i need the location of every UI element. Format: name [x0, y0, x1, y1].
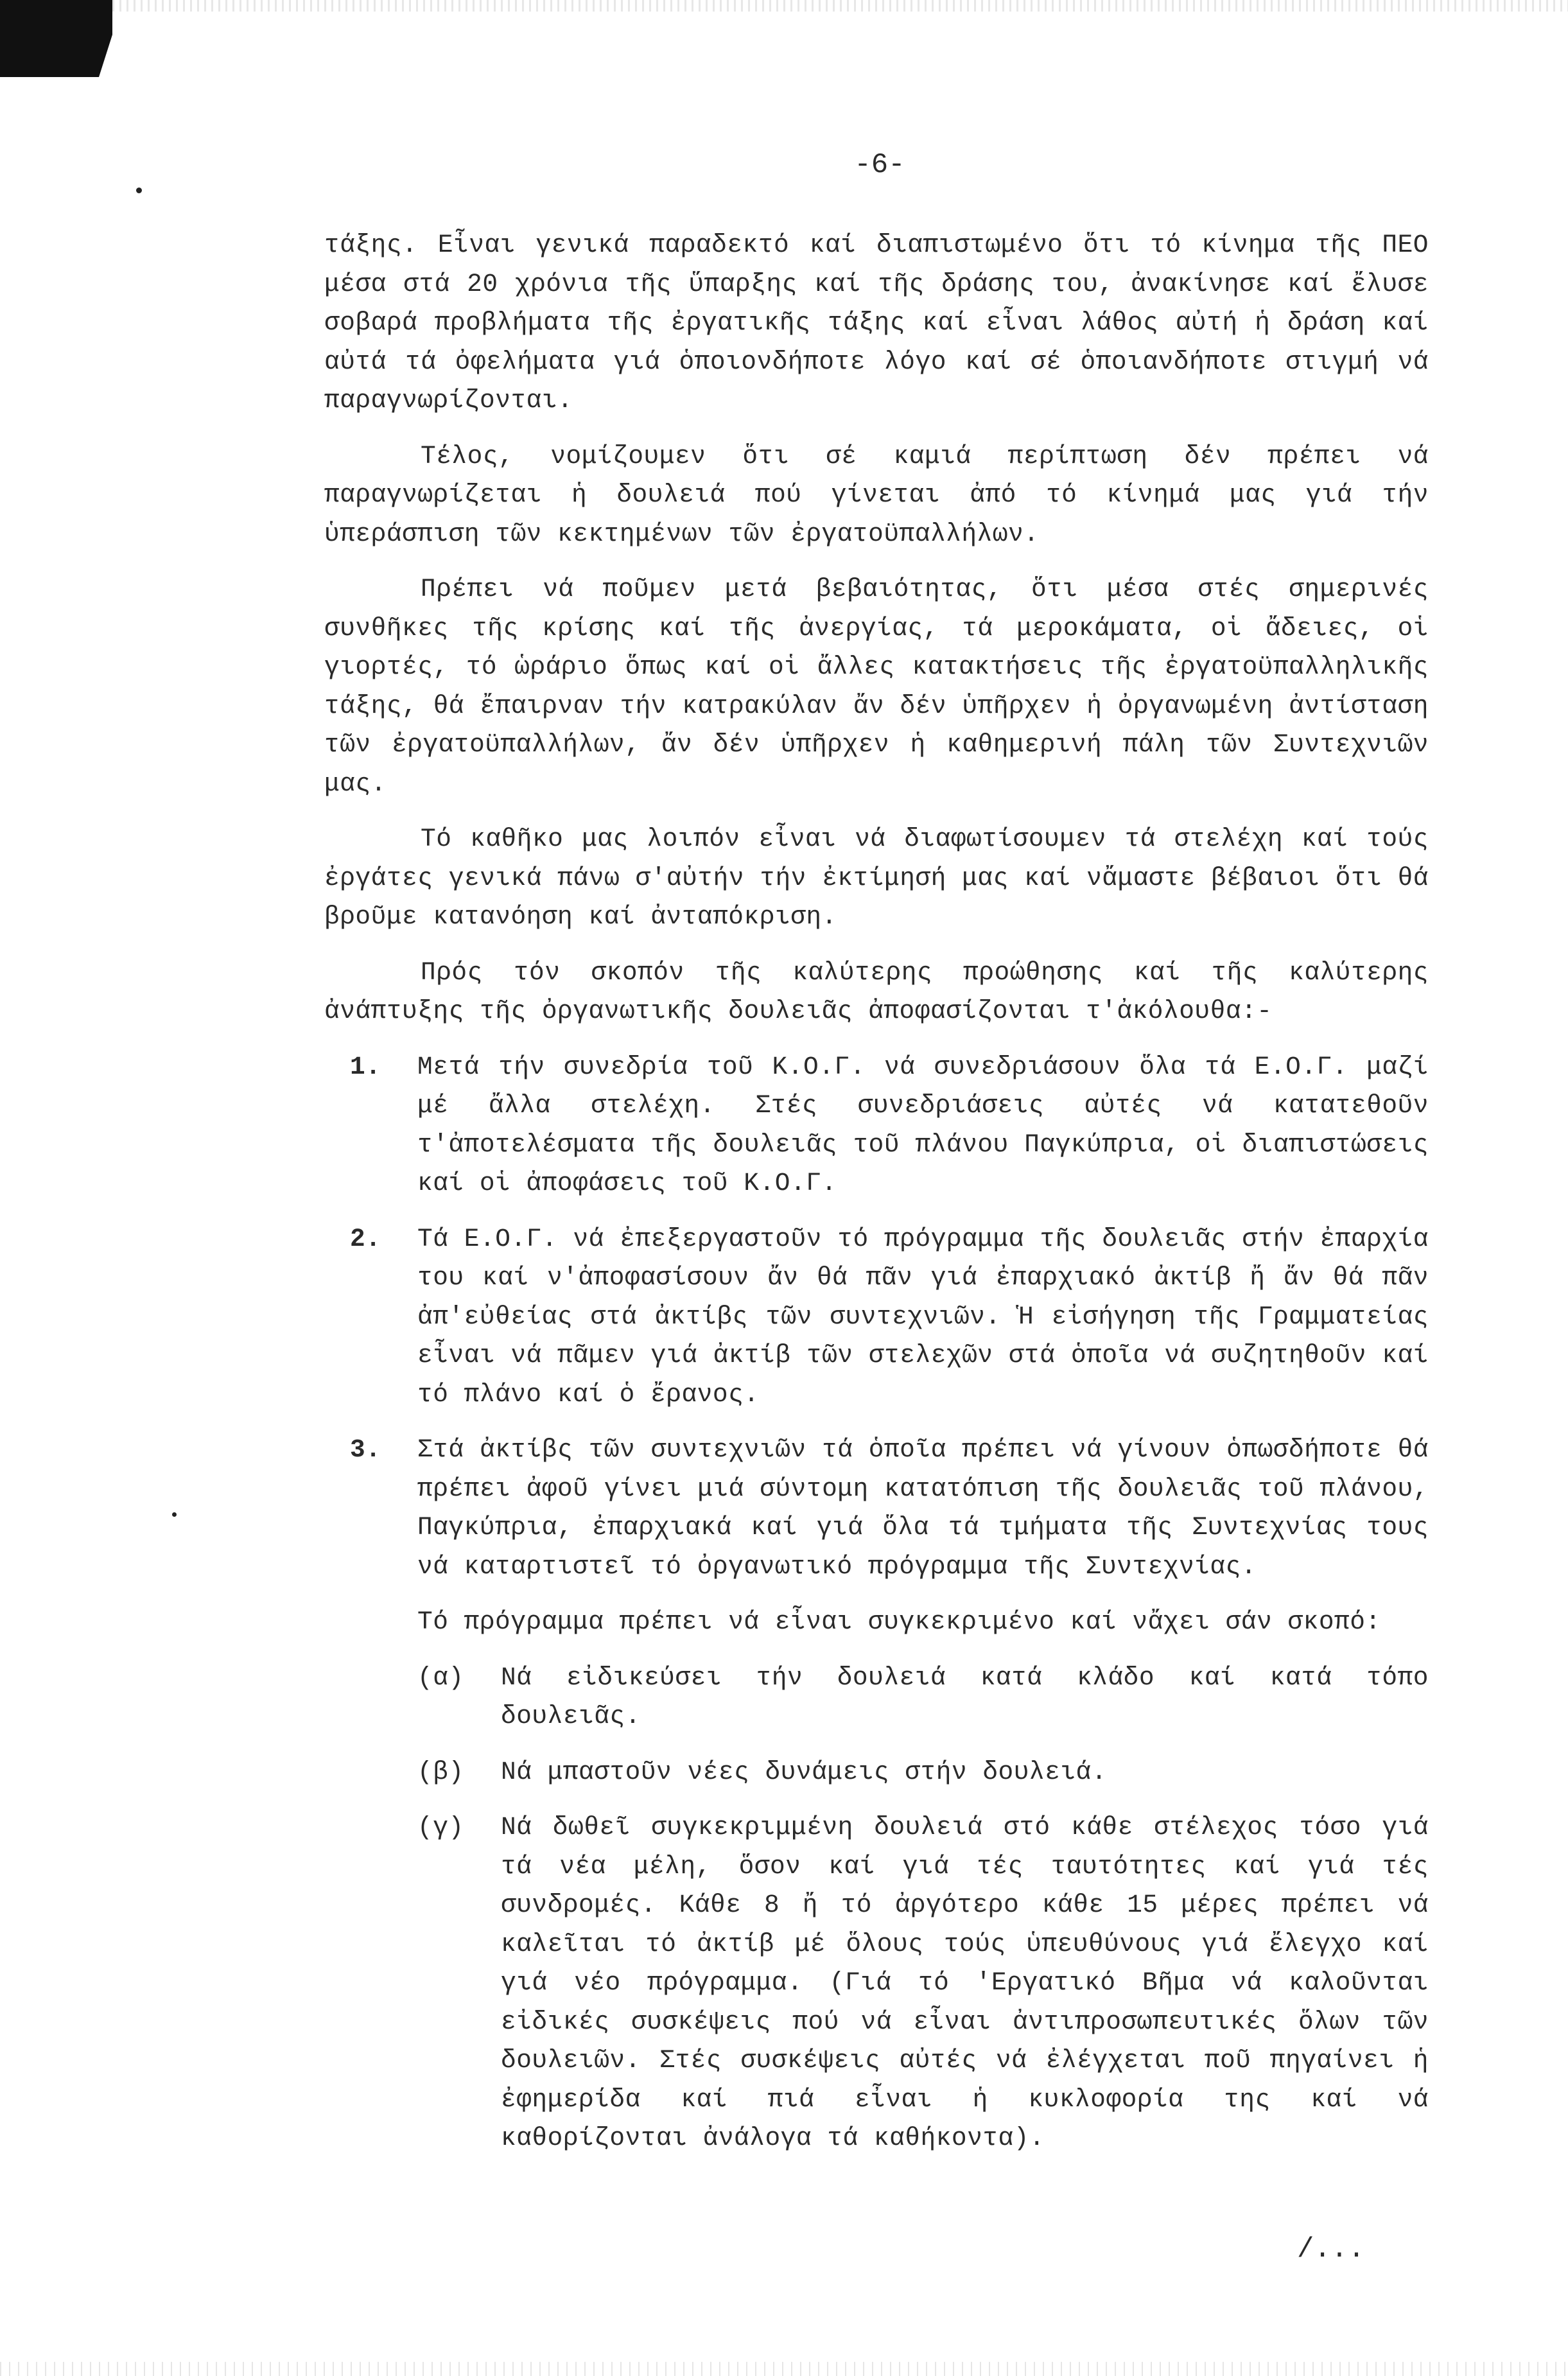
sub-item-text: Νά εἰδικεύσει τήν δουλειά κατά κλάδο καί κατά τόπο δουλειᾶς. [501, 1663, 1429, 1731]
sub-item-label: (β) [417, 1757, 464, 1786]
continuation-mark: /... [1297, 2233, 1365, 2266]
paragraph: τάξης. Εἶναι γενικά παραδεκτό καί διαπιστωμένο ὅτι τό κίνημα τῆς ΠΕΟ μέσα στά 20 χρόνια τῆς ὕπαρξης καί τῆς δράσης του, ἀνακίνησε καί ἔλυσε σοβαρά προβλήματα τῆς ἐργατικῆς τάξης καί εἶναι λάθος αὐτή ἡ δράση καί αὐτά τά ὀφελήματα γιά ὁποιονδήποτε λόγο καί σέ ὁποιανδήποτε στιγμή νά παραγνωρίζονται. [324, 231, 1429, 415]
item-text: Τά Ε.Ο.Γ. νά ἐπεξεργαστοῦν τό πρόγραμμα τῆς δουλειᾶς στήν ἐπαρχία του καί ν'ἀποφασίσουν ἄν θά πᾶν γιά ἐπαρχιακό ἀκτίβ ἤ ἄν θά πᾶν ἀπ'εὐθείας στά ἀκτίβς τῶν συντεχνιῶν. Ἡ εἰσήγηση τῆς Γραμματείας εἶναι νά πᾶμεν γιά ἀκτίβ τῶν στελεχῶν στά ὁποῖα νά συζητηθοῦν καί τό πλάνο καί ὁ ἔρανος. [417, 1224, 1429, 1409]
document-body [324, 226, 1429, 2175]
item-text: Μετά τήν συνεδρία τοῦ Κ.Ο.Γ. νά συνεδριάσουν ὅλα τά Ε.Ο.Γ. μαζί μέ ἄλλα στελέχη. Στές συνεδριάσεις αὐτές νά κατατεθοῦν τ'ἀποτελέσματα τῆς δουλειᾶς τοῦ πλάνου Παγκύπρια, οἱ διαπιστώσεις καί οἱ ἀποφάσεις τοῦ Κ.Ο.Γ. [417, 1052, 1429, 1198]
sub-item-label: (γ) [417, 1813, 464, 1842]
item-number: 1. [350, 1052, 381, 1081]
item-number: 3. [350, 1435, 381, 1464]
paragraph: Τό καθῆκο μας λοιπόν εἶναι νά διαφωτίσουμεν τά στελέχη καί τούς ἐργάτες γενικά πάνω σ'αὐτήν τήν ἐκτίμησή μας καί νἄμαστε βέβαιοι ὅτι θά βροῦμε κατανόηση καί ἀνταπόκριση. [324, 825, 1429, 931]
sub-item-text: Νά δωθεῖ συγκεκριμμένη δουλειά στό κάθε στέλεχος τόσο γιά τά νέα μέλη, ὅσον καί γιά τές ταυτότητες καί γιά τές συνδρομές. Κάθε 8 ἤ τό ἀργότερο κάθε 15 μέρες πρέπει νά καλεῖται τό ἀκτίβ μέ ὅλους τούς ὑπευθύνους γιά ἔλεγχο καί γιά νέο πρόγραμμα. (Γιά τό 'Εργατικό Βῆμα νά καλοῦνται εἰδικές συσκέψεις πού νά εἶναι ἀντιπροσωπευτικές ὅλων τῶν δουλειῶν. Στές συσκέψεις αὐτές νά ἐλέγχεται ποῦ πηγαίνει ἡ ἐφημερίδα καί πιά εἶναι ἡ κυκλοφορία της καί νά καθορίζονται ἀνάλογα τά καθήκοντα). [501, 1813, 1429, 2153]
numbered-item [324, 1431, 1429, 1586]
sub-item [417, 1659, 1429, 1736]
item-number: 2. [350, 1224, 381, 1254]
numbered-item [324, 1048, 1429, 1203]
page-number: -6- [854, 149, 905, 181]
sub-item-text: Νά μπαστοῦν νέες δυνάμεις στήν δουλειά. [501, 1757, 1107, 1786]
sub-item [417, 1808, 1429, 2158]
paragraph: Πρός τόν σκοπόν τῆς καλύτερης προώθησης καί τῆς καλύτερης ἀνάπτυξης τῆς ὀργανωτικῆς δουλειᾶς ἀποφασίζονται τ'ἀκόλουθα:- [324, 957, 1429, 1026]
paragraph: Τέλος, νομίζουμεν ὅτι σέ καμιά περίπτωση δέν πρέπει νά παραγνωρίζεται ἡ δουλειά πού γίνεται ἀπό τό κίνημά μας γιά τήν ὑπεράσπιση τῶν κεκτημένων τῶν ἐργατοϋπαλλήλων. [324, 441, 1429, 548]
numbered-item [324, 1220, 1429, 1415]
scan-speck [136, 188, 142, 193]
paragraph: Πρέπει νά ποῦμεν μετά βεβαιότητας, ὅτι μέσα στές σημερινές συνθῆκες τῆς κρίσης καί τῆς ἀνεργίας, τά μεροκάματα, οἱ ἄδειες, οἱ γιορτές, τό ὡράριο ὅπως καί οἱ ἄλλες κατακτήσεις τῆς ἐργατοϋπαλληλικῆς τάξης, θά ἔπαιρναν τήν κατρακύλαν ἄν δέν ὑπῆρχεν ἡ ὀργανωμένη ἀντίσταση τῶν ἐργατοϋπαλλήλων, ἄν δέν ὑπῆρχεν ἡ καθημερινή πάλη τῶν Συντεχνιῶν μας. [324, 575, 1429, 798]
sub-item-label: (α) [417, 1663, 464, 1692]
item-text: Στά ἀκτίβς τῶν συντεχνιῶν τά ὁποῖα πρέπει νά γίνουν ὁπωσδήποτε θά πρέπει ἀφοῦ γίνει μιά σύντομη κατατόπιση τῆς δουλειᾶς τοῦ πλάνου, Παγκύπρια, ἐπαρχιακά καί γιά ὅλα τά τμήματα τῆς Συντεχνίας τους νά καταρτιστεῖ τό ὀργανωτικό πρόγραμμα τῆς Συντεχνίας. [417, 1435, 1429, 1581]
scan-bottom-edge [0, 2362, 1568, 2376]
program-intro: Τό πρόγραμμα πρέπει νά εἶναι συγκεκριμένο καί νἄχει σάν σκοπό: [417, 1607, 1381, 1636]
scan-speck [172, 1512, 177, 1517]
sub-item [417, 1753, 1429, 1792]
scan-top-edge [112, 0, 1568, 12]
scan-corner-mark [0, 0, 112, 77]
